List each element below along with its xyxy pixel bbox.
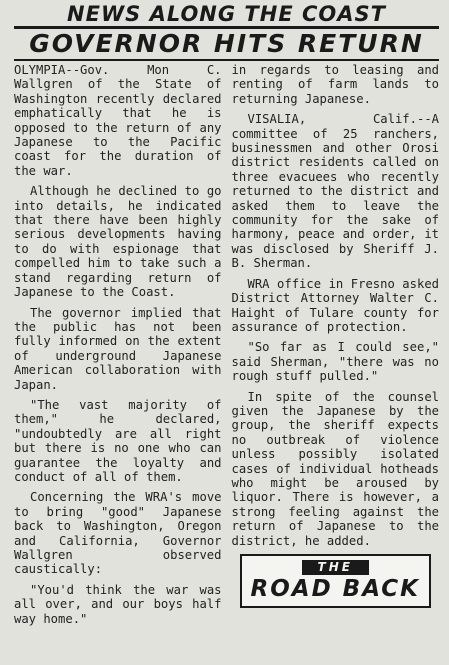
paragraph: OLYMPIA--Gov. Mon C. Wallgren of the State of Washington recently declared emphatically that he is opposed to the return of any Japanese to the Pacific coast for the duration of the war. [14,63,222,178]
paragraph: In spite of the counsel given the Japanese by the group, the sheriff expects no outbreak of violence unless possibly isolated cases of individual hotheads who might be aroused by liquor. There is however, a strong feeling against the return of Japanese to the district, he added. [231,389,439,548]
road-back-title: ROAD BACK [250,575,420,602]
paragraph: VISALIA, Calif.--A committee of 25 ranchers, businessmen and other Orosi district residents called on three evacuees who recently returned to the district and asked them to leave the community for the sake of harmony, peace and order, it was disclosed by Sheriff J. B. Sherman. [231,112,439,271]
section-title: NEWS ALONG THE COAST [14,2,439,29]
paragraph: "The vast majority of them," he declared, "undoubtedly are all right but there is no one who can guarantee the loyalty and conduct of all of them. [14,397,222,484]
headline: GOVERNOR HITS RETURN [14,29,439,61]
paragraph: "You'd think the war was all over, and our boys half way home." [14,582,222,626]
road-back-the: THE [302,560,369,575]
paragraph: Although he declined to go into details, he indicated that there have been highly serious developments having to do with espionage that compelled him to take such a stand regarding return of Japanese to the Coast. [14,184,222,300]
right-column [232,63,440,632]
paragraph: WRA office in Fresno asked District Attorney Walter C. Haight of Tulare county for assurance of protection. [231,276,439,334]
road-back-logo [240,554,432,608]
paragraph: "So far as I could see," said Sherman, "there was no rough stuff pulled." [231,340,439,384]
paragraph: The governor implied that the public has not been fully informed on the extent of underground Japanese American collaboration with Japan. [14,305,222,392]
article-columns [14,63,439,632]
paragraph: in regards to leasing and renting of farm lands to returning Japanese. [231,63,439,106]
left-column [14,63,222,632]
paragraph: Concerning the WRA's move to bring "good" Japanese back to Washington, Oregon and California, Governor Wallgren observed caustically: [14,490,222,577]
